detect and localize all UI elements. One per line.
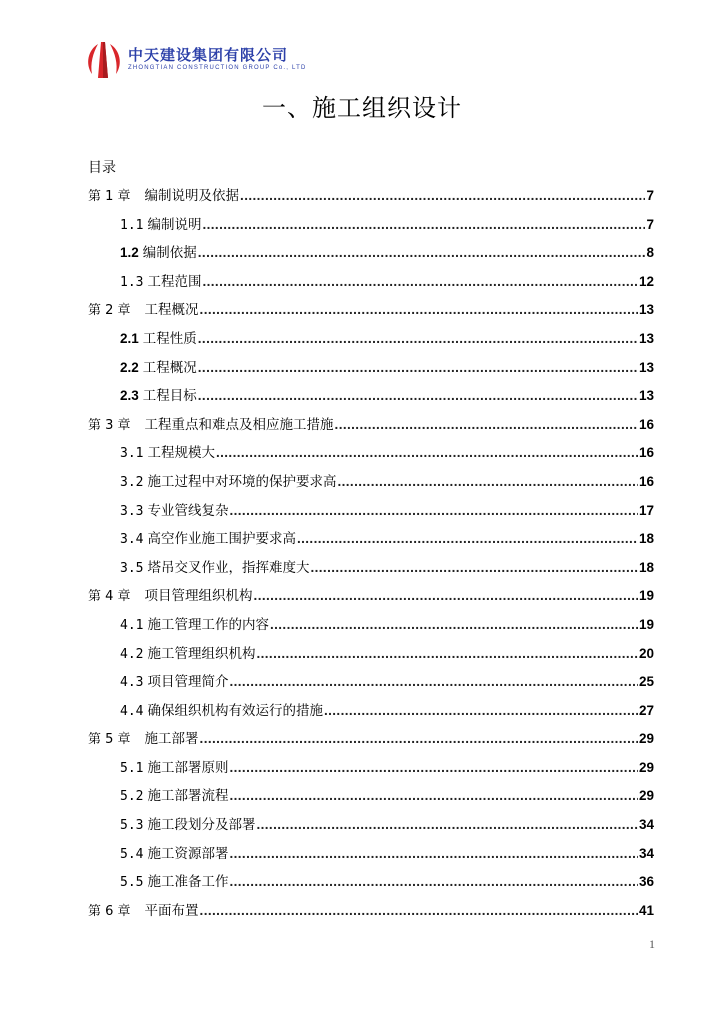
toc-entry-page: 34 [638,817,654,833]
toc-entry-page: 29 [638,788,654,804]
toc-section-entry[interactable] [88,239,654,268]
toc-entry-number: 4.4 [120,703,144,719]
toc-section-entry[interactable] [88,697,654,726]
toc-entry-number: 3.3 [120,503,144,519]
toc-entry-number: 2.1 [120,330,139,346]
toc-section-entry[interactable] [88,325,654,354]
toc-dot-leader [229,668,637,697]
toc-section-entry[interactable] [88,268,654,297]
toc-entry-title: 工程范围 [147,273,202,290]
toc-dot-leader [337,468,637,497]
toc-heading: 目录 [88,160,116,176]
table-of-contents [88,182,654,925]
toc-entry-title: 塔吊交叉作业，指挥难度大 [147,559,310,576]
document-title: 一、施工组织设计 [262,94,462,122]
toc-entry-page: 13 [638,302,654,318]
toc-entry-number: 1.3 [120,274,144,290]
company-name-en: ZHONGTIAN CONSTRUCTION GROUP Co., LTD [128,65,307,71]
toc-dot-leader [229,782,637,811]
toc-entry-title: 工程目标 [142,388,197,405]
toc-entry-title: 项目管理组织机构 [144,588,253,605]
toc-entry-number: 4.2 [120,646,144,662]
toc-entry-title: 施工部署原则 [147,759,229,776]
toc-entry-title: 工程概况 [144,302,199,319]
toc-entry-page: 7 [646,188,654,203]
toc-entry-title: 确保组织机构有效运行的措施 [147,702,323,719]
toc-entry-title: 平面布置 [144,902,199,919]
toc-entry-number: 3.5 [120,560,144,576]
toc-dot-leader [200,725,638,754]
toc-section-entry[interactable] [88,754,654,783]
toc-dot-leader [229,840,637,869]
toc-entry-title: 项目管理简介 [147,674,229,691]
toc-entry-title: 工程重点和难点及相应施工措施 [144,416,334,433]
toc-entry-number: 1.1 [120,217,144,233]
toc-dot-leader [254,582,638,611]
toc-dot-leader [324,697,638,726]
toc-entry-title: 施工段划分及部署 [147,817,256,834]
toc-dot-leader [216,439,638,468]
toc-entry-title: 施工管理组织机构 [147,645,256,662]
toc-entry-page: 12 [638,273,654,289]
toc-dot-leader [310,554,637,583]
toc-entry-title: 施工部署 [144,731,199,748]
toc-entry-page: 20 [638,645,654,661]
toc-entry-number: 第 1 章 [88,189,131,204]
toc-entry-number: 2.3 [120,388,139,404]
toc-section-entry[interactable] [88,640,654,669]
toc-dot-leader [297,525,638,554]
toc-entry-number: 第 2 章 [88,303,131,319]
toc-entry-page: 13 [638,330,654,346]
toc-entry-page: 16 [638,416,654,432]
toc-section-entry[interactable] [88,554,654,583]
toc-entry-number: 5.3 [120,818,144,834]
toc-entry-page: 7 [646,216,654,232]
toc-entry-number: 3.2 [120,474,144,490]
toc-dot-leader [229,497,637,526]
toc-dot-leader [198,354,638,383]
toc-chapter-entry[interactable] [88,411,654,440]
toc-dot-leader [256,640,637,669]
toc-entry-title: 工程概况 [142,359,197,376]
toc-section-entry[interactable] [88,840,654,869]
toc-entry-page: 13 [638,359,654,375]
toc-dot-leader [198,239,646,268]
toc-entry-page: 13 [638,388,654,404]
toc-entry-page: 8 [646,245,654,261]
toc-entry-page: 36 [638,874,654,890]
toc-entry-number: 3.1 [120,446,144,462]
toc-chapter-entry[interactable] [88,582,654,611]
toc-entry-number: 4.1 [120,617,144,633]
toc-section-entry[interactable] [88,497,654,526]
toc-entry-title: 施工部署流程 [147,788,229,805]
toc-section-entry[interactable] [88,811,654,840]
toc-entry-page: 29 [638,759,654,775]
company-logo-icon [84,40,124,80]
toc-entry-title: 高空作业施工围护要求高 [147,531,296,548]
toc-entry-title: 施工管理工作的内容 [147,616,269,633]
toc-entry-number: 5.4 [120,846,144,862]
toc-entry-number: 第 3 章 [88,417,131,433]
toc-entry-title: 编制依据 [142,245,197,262]
toc-entry-page: 16 [638,473,654,489]
toc-entry-page: 29 [638,731,654,747]
toc-entry-number: 3.4 [120,532,144,548]
toc-dot-leader [198,325,638,354]
toc-entry-number: 4.3 [120,675,144,691]
toc-dot-leader [202,211,645,240]
toc-chapter-entry[interactable] [88,897,654,926]
toc-section-entry[interactable] [88,668,654,697]
toc-entry-number: 5.2 [120,789,144,805]
toc-dot-leader [200,296,638,325]
toc-dot-leader [335,411,638,440]
toc-entry-title: 工程规模大 [147,445,215,462]
page-number: 1 [649,937,655,951]
company-name-cn: 中天建设集团有限公司 [128,46,289,64]
toc-entry-title: 编制说明及依据 [144,188,240,204]
toc-entry-title: 施工准备工作 [147,874,229,891]
toc-dot-leader [200,897,638,926]
toc-section-entry[interactable] [88,868,654,897]
toc-entry-page: 34 [638,845,654,861]
toc-entry-title: 施工过程中对环境的保护要求高 [147,473,337,490]
toc-entry-number: 5.5 [120,875,144,891]
toc-entry-title: 专业管线复杂 [147,502,229,519]
toc-entry-page: 19 [638,616,654,632]
toc-section-entry[interactable] [88,354,654,383]
toc-dot-leader [198,382,638,411]
toc-section-entry[interactable] [88,468,654,497]
toc-dot-leader [240,182,645,211]
toc-entry-page: 17 [638,502,654,518]
toc-entry-page: 18 [638,531,654,547]
toc-entry-number: 第 6 章 [88,903,131,919]
toc-section-entry[interactable] [88,782,654,811]
toc-chapter-entry[interactable] [88,296,654,325]
toc-entry-number: 1.2 [120,245,139,261]
toc-dot-leader [256,811,637,840]
toc-entry-title: 施工资源部署 [147,845,229,862]
toc-chapter-entry[interactable] [88,725,654,754]
toc-dot-leader [270,611,638,640]
toc-entry-page: 18 [638,559,654,575]
toc-section-entry[interactable] [88,611,654,640]
toc-section-entry[interactable] [88,211,654,240]
toc-entry-page: 16 [638,445,654,461]
toc-dot-leader [202,268,637,297]
toc-entry-page: 41 [638,902,654,918]
toc-chapter-entry[interactable] [88,182,654,211]
toc-entry-number: 5.1 [120,760,144,776]
toc-entry-page: 19 [638,588,654,604]
toc-section-entry[interactable] [88,439,654,468]
toc-entry-page: 25 [638,674,654,690]
toc-entry-number: 第 4 章 [88,589,131,605]
toc-entry-title: 工程性质 [142,330,197,347]
toc-entry-number: 第 5 章 [88,732,131,748]
company-logo [84,40,307,80]
toc-entry-number: 2.2 [120,359,139,375]
toc-entry-title: 编制说明 [147,216,202,233]
toc-section-entry[interactable] [88,382,654,411]
toc-dot-leader [229,868,637,897]
toc-entry-page: 27 [638,702,654,718]
toc-section-entry[interactable] [88,525,654,554]
toc-dot-leader [229,754,637,783]
